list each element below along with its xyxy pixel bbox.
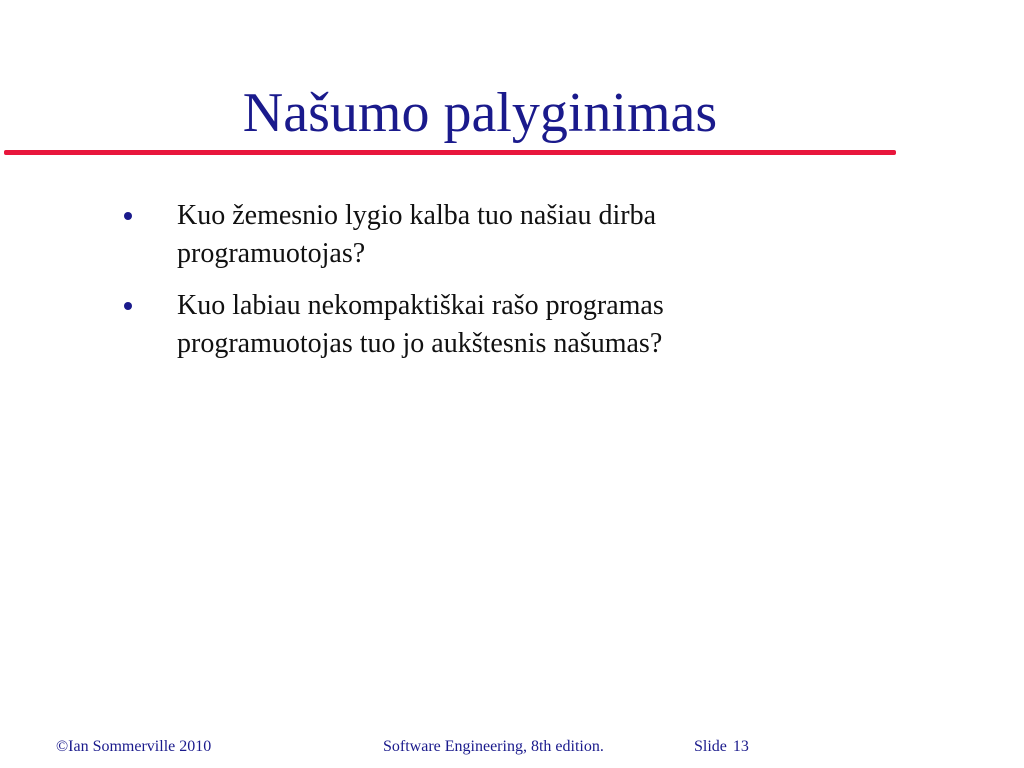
footer-book-title: Software Engineering, 8th edition. [383,738,604,755]
slide-label: Slide [694,738,727,755]
bullet-list [120,197,840,377]
slide-title: Našumo palyginimas [242,82,718,144]
bullet-dot-icon [124,302,132,310]
bullet-text-2: Kuo labiau nekompaktiškai rašo programas programuotojas tuo jo aukštesnis našumas? [177,290,664,359]
bullet-text-1: Kuo žemesnio lygio kalba tuo našiau dirba programuotojas? [177,200,656,269]
title-underline [4,150,896,155]
slide-number: 13 [732,738,749,755]
bullet-item-2 [120,287,840,363]
footer-slide-number [694,737,749,757]
bullet-item-1 [120,197,840,273]
footer-copyright: ©Ian Sommerville 2010 [56,738,212,755]
bullet-dot-icon [124,212,132,220]
